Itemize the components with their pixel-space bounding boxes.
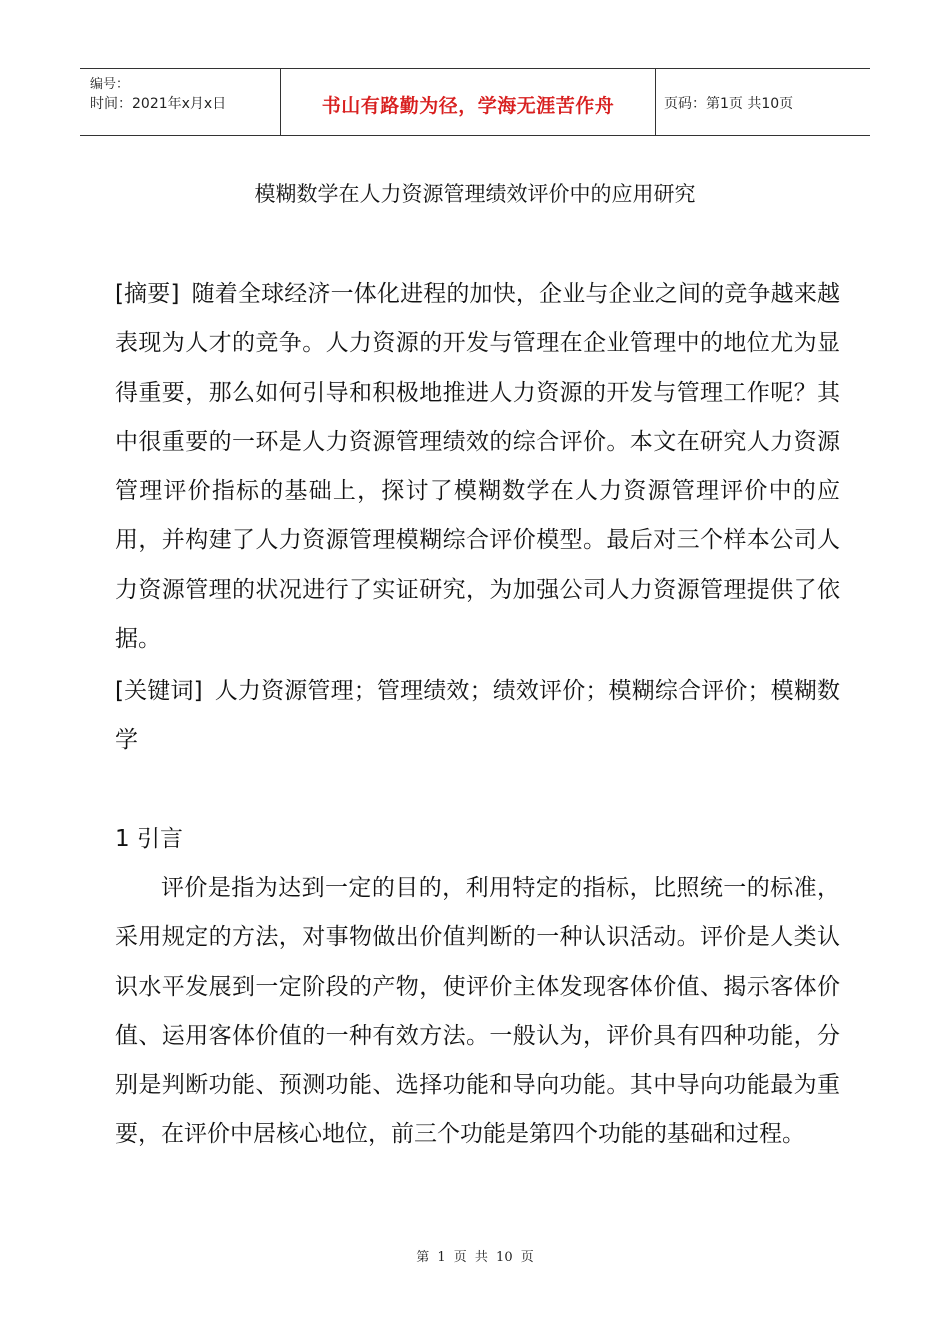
document-number-label: 编号：: [90, 77, 130, 92]
document-header: [80, 68, 870, 136]
keywords-paragraph: [115, 667, 840, 766]
header-motto: 书山有路勤为径，学海无涯苦作舟: [321, 95, 615, 117]
header-motto-cell: [280, 69, 656, 135]
document-date-label: 时间：2021年x月x日: [90, 96, 227, 112]
header-info-cell: [80, 69, 280, 135]
header-page-cell: [654, 69, 870, 135]
keywords-label: [关键词]: [115, 678, 203, 704]
abstract-text: 随着全球经济一体化进程的加快，企业与企业之间的竞争越来越表现为人才的竞争。人力资源的开发与管理在企业管理中的地位尤为显得重要，那么如何引导和积极地推进人力资源的开发与管理工作呢？其中很重要的一环是人力资源管理绩效的综合评价。本文在研究人力资源管理评价指标的基础上，探讨了模糊数学在人力资源管理评价中的应用，并构建了人力资源管理模糊综合评价模型。最后对三个样本公司人力资源管理的状况进行了实证研究，为加强公司人力资源管理提供了依据。: [115, 281, 840, 653]
header-page-number: 页码：第1页 共10页: [664, 96, 794, 112]
page-footer: 第 1 页 共 10 页: [416, 1250, 534, 1265]
document-title: 模糊数学在人力资源管理绩效评价中的应用研究: [254, 182, 696, 206]
abstract-paragraph: [115, 270, 840, 664]
section-heading: 1 引言: [115, 826, 183, 852]
body-paragraph: 评价是指为达到一定的目的，利用特定的指标，比照统一的标准，采用规定的方法，对事物做出价值判断的一种认识活动。评价是人类认识水平发展到一定阶段的产物，使评价主体发现客体价值、揭示客体价值、运用客体价值的一种有效方法。一般认为，评价具有四种功能，分别是判断功能、预测功能、选择功能和导向功能。其中导向功能最为重要，在评价中居核心地位，前三个功能是第四个功能的基础和过程。: [115, 875, 840, 1148]
keywords-text: 人力资源管理；管理绩效；绩效评价；模糊综合评价；模糊数学: [115, 678, 841, 754]
abstract-label: [摘要]: [115, 281, 180, 307]
